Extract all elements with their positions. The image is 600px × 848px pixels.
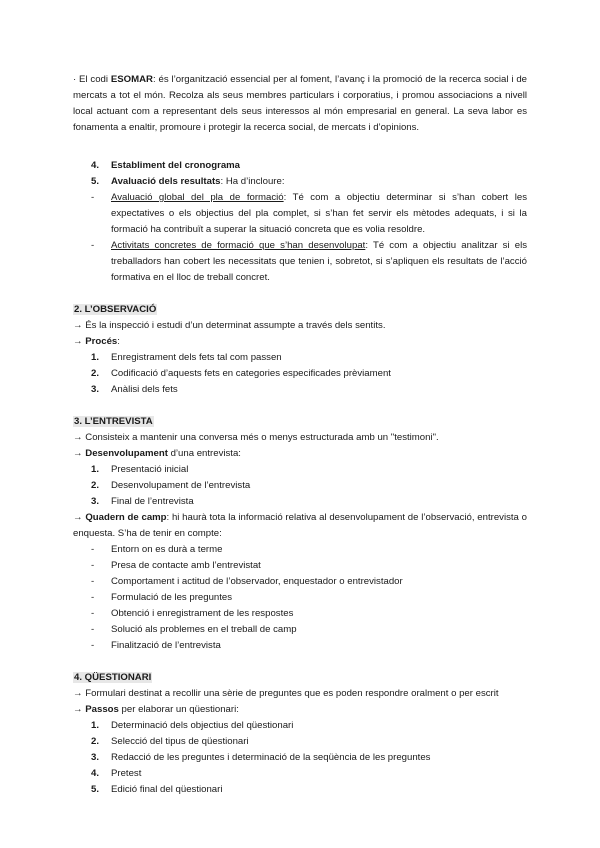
item-text: Pretest — [111, 768, 142, 779]
questionari-item — [73, 766, 527, 782]
questionari-item — [73, 718, 527, 734]
evaluation-text: : Té com a objectiu analitzar si els treballadors han cobert les necessitats que tenien i, sobretot, si s’apliquen els resultats de l’acció formativa en el lloc de treball concret. — [111, 240, 528, 283]
item-number: 4. — [91, 768, 100, 779]
dash-marker: - — [91, 640, 95, 651]
checklist-text: Solució als problemes en el treball de camp — [111, 624, 297, 635]
checklist-item — [73, 590, 527, 606]
item-number: 3. — [91, 752, 100, 763]
arrow: → — [73, 336, 86, 347]
dash-marker: - — [91, 544, 95, 555]
step-item — [73, 174, 527, 190]
quadern-paragraph — [73, 510, 527, 542]
questionari-passos — [73, 702, 527, 718]
item-text: Presentació inicial — [111, 464, 189, 475]
dash-marker: - — [91, 608, 95, 619]
entrevista-definition: → Consisteix a mantenir una conversa més o menys estructurada amb un "testimoni". — [73, 432, 439, 443]
step-label: Establiment del cronograma — [111, 160, 241, 171]
esomar-term: ESOMAR — [110, 74, 153, 85]
evaluation-title: Avaluació global del pla de formació — [111, 192, 284, 203]
checklist-item — [73, 638, 527, 654]
item-number: 5. — [91, 784, 100, 795]
observacio-definition: → És la inspecció i estudi d’un determinat assumpte a través dels sentits. — [73, 320, 386, 331]
section-heading-entrevista — [73, 414, 527, 430]
heading-text: 4. QÜESTIONARI — [74, 672, 152, 683]
proces-label: Procés — [85, 336, 118, 347]
esomar-paragraph — [73, 72, 527, 136]
passos-text: per elaborar un qüestionari: — [118, 704, 239, 715]
quadern-text: : hi haurà tota la informació relativa al desenvolupament de l’observació, entrevista o enquesta. S’ha de tenir en compte: — [73, 512, 527, 539]
heading-text: 3. L’ENTREVISTA — [74, 416, 153, 427]
checklist-text: Obtenció i enregistrament de les respostes — [111, 608, 294, 619]
item-text: Determinació dels objectius del qüestionari — [111, 720, 294, 731]
dash-marker: - — [91, 624, 95, 635]
step-item — [73, 158, 527, 174]
dash-marker: - — [91, 240, 95, 251]
item-number: 1. — [91, 352, 100, 363]
entrevista-item — [73, 478, 527, 494]
checklist-item — [73, 606, 527, 622]
development-text: d’una entrevista: — [167, 448, 241, 459]
item-text: Anàlisi dels fets — [111, 384, 178, 395]
step-number: 5. — [91, 176, 100, 187]
step-label: Avaluació dels resultats — [111, 176, 221, 187]
item-text: Desenvolupament de l’entrevista — [111, 480, 251, 491]
dash-marker: - — [91, 192, 95, 203]
observacio-item — [73, 382, 527, 398]
item-text: Edició final del qüestionari — [111, 784, 223, 795]
arrow: → — [73, 704, 86, 715]
section-heading-observacio — [73, 302, 527, 318]
observacio-proces — [73, 334, 527, 350]
item-text: Codificació d’aquests fets en categories especificades prèviament — [111, 368, 391, 379]
questionari-item — [73, 750, 527, 766]
evaluation-item — [73, 190, 527, 238]
document-content — [73, 72, 527, 798]
checklist-text: Comportament i actitud de l’observador, enquestador o entrevistador — [111, 576, 403, 587]
observacio-item — [73, 366, 527, 382]
item-number: 3. — [91, 384, 100, 395]
evaluation-text: : Té com a objectiu determinar si s’han cobert les expectatives o els objectius del pla complet, si s’han fet servir els mètodes adequats, i si la formació ha contribuït a superar la situació concreta que es volia resoldre. — [111, 192, 527, 235]
item-number: 3. — [91, 496, 100, 507]
dash-marker: - — [91, 560, 95, 571]
checklist-text: Entorn on es durà a terme — [111, 544, 223, 555]
arrow: → — [73, 512, 86, 523]
item-number: 2. — [91, 368, 100, 379]
dash-marker: - — [91, 592, 95, 603]
passos-label: Passos — [85, 704, 119, 715]
item-text: Redacció de les preguntes i determinació de la seqüència de les preguntes — [111, 752, 431, 763]
questionari-item — [73, 734, 527, 750]
checklist-text: Formulació de les preguntes — [111, 592, 233, 603]
item-text: Selecció del tipus de qüestionari — [111, 736, 249, 747]
heading-text: 2. L’OBSERVACIÓ — [74, 304, 157, 315]
checklist-item — [73, 574, 527, 590]
item-number: 1. — [91, 720, 100, 731]
dash-marker: - — [91, 576, 95, 587]
esomar-prefix: · El codi — [73, 74, 111, 85]
observacio-item — [73, 350, 527, 366]
questionari-definition: → Formulari destinat a recollir una sèrie de preguntes que es poden respondre oralment o per escrit — [73, 688, 499, 699]
item-number: 1. — [91, 464, 100, 475]
checklist-item — [73, 558, 527, 574]
development-label: Desenvolupament — [85, 448, 168, 459]
quadern-label: Quadern de camp — [85, 512, 167, 523]
esomar-text: : és l’organització essencial per al foment, l’avanç i la promoció de la recerca social i de mercats a tot el món. Recolza als seus membres particulars i corporatius, i promou associacions a nivell local actuant com a representant dels seus interessos al món empresarial en general. La seva labor es fonamenta a enaltir, promoure i protegir la recerca social, de mercats i d’opinions. — [73, 74, 528, 133]
section-heading-questionari — [73, 670, 527, 686]
entrevista-development — [73, 446, 527, 462]
entrevista-item — [73, 462, 527, 478]
evaluation-item — [73, 238, 527, 286]
item-text: Final de l’entrevista — [111, 496, 194, 507]
checklist-text: Finalització de l’entrevista — [111, 640, 221, 651]
step-rest: : Ha d’incloure: — [220, 176, 285, 187]
item-text: Enregistrament dels fets tal com passen — [111, 352, 282, 363]
step-number: 4. — [91, 160, 100, 171]
checklist-item — [73, 542, 527, 558]
checklist-item — [73, 622, 527, 638]
proces-colon: : — [117, 336, 120, 347]
arrow: → — [73, 448, 86, 459]
questionari-item — [73, 782, 527, 798]
item-number: 2. — [91, 736, 100, 747]
checklist-text: Presa de contacte amb l’entrevistat — [111, 560, 261, 571]
evaluation-title: Activitats concretes de formació que s’han desenvolupat — [111, 240, 366, 251]
entrevista-item — [73, 494, 527, 510]
item-number: 2. — [91, 480, 100, 491]
